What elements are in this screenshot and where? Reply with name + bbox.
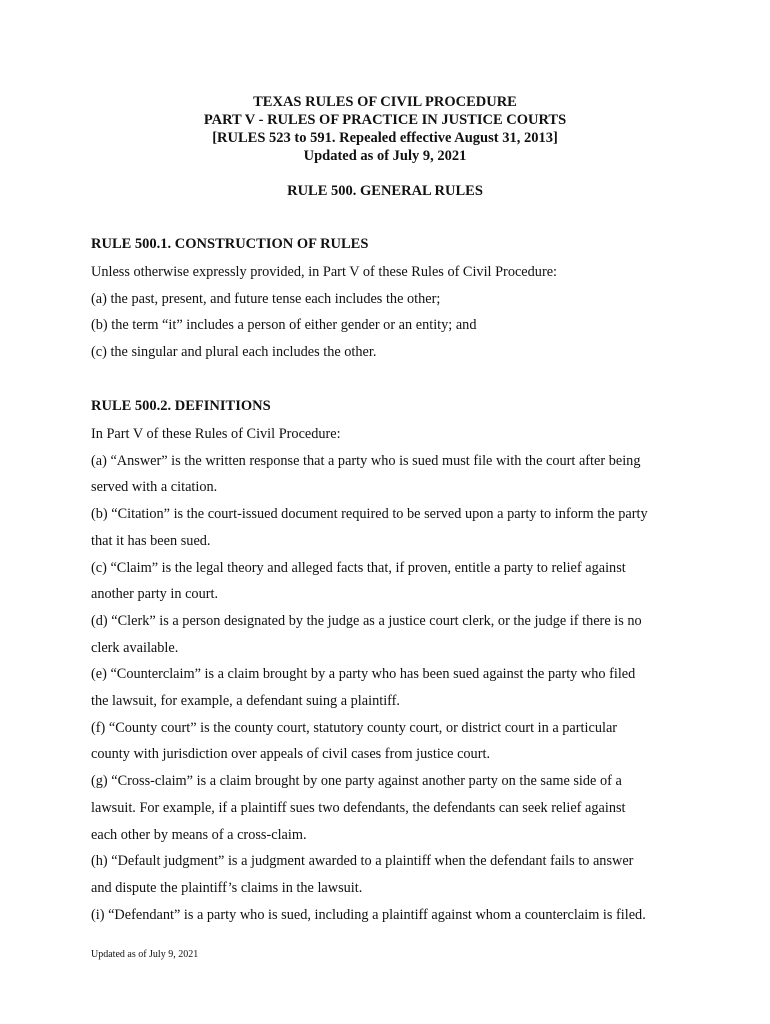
- paragraph-line: that it has been sued.: [91, 532, 211, 549]
- paragraph-line: (e) “Counterclaim” is a claim brought by a party who has been sued against the party who filed: [91, 666, 636, 683]
- header-title: TEXAS RULES OF CIVIL PROCEDURE: [253, 94, 517, 110]
- paragraph-line: another party in court.: [91, 586, 219, 603]
- paragraph-line: county with jurisdiction over appeals of civil cases from justice court.: [91, 746, 491, 763]
- paragraph-line: (f) “County court” is the county court, statutory county court, or district court in a particular: [91, 719, 618, 736]
- paragraph-line: Unless otherwise expressly provided, in Part V of these Rules of Civil Procedure:: [91, 264, 558, 280]
- paragraph-line: each other by means of a cross-claim.: [91, 826, 307, 843]
- paragraph-line: (c) “Claim” is the legal theory and alleged facts that, if proven, entitle a party to relief against: [91, 559, 626, 576]
- paragraph-line: and dispute the plaintiff’s claims in the lawsuit.: [91, 879, 363, 896]
- paragraph-line: clerk available.: [91, 639, 179, 656]
- paragraph-line: (a) the past, present, and future tense each includes the other;: [91, 290, 441, 307]
- header-updated-date: Updated as of July 9, 2021: [303, 148, 467, 164]
- paragraph-line: (b) “Citation” is the court-issued document required to be served upon a party to inform the party: [91, 506, 648, 523]
- paragraph-line: (a) “Answer” is the written response that a party who is sued must file with the court after being: [91, 452, 641, 469]
- section-heading: RULE 500.2. DEFINITIONS: [91, 398, 271, 414]
- header-repeal-note: [RULES 523 to 591. Repealed effective August 31, 2013]: [212, 130, 558, 146]
- paragraph-line: (b) the term “it” includes a person of either gender or an entity; and: [91, 317, 477, 334]
- paragraph-line: (h) “Default judgment” is a judgment awarded to a plaintiff when the defendant fails to answer: [91, 853, 634, 870]
- section-heading: RULE 500.1. CONSTRUCTION OF RULES: [91, 236, 369, 252]
- header-part: PART V - RULES OF PRACTICE IN JUSTICE COURTS: [203, 112, 567, 128]
- paragraph-line: (d) “Clerk” is a person designated by the judge as a justice court clerk, or the judge if there is no: [91, 612, 642, 629]
- paragraph-line: lawsuit. For example, if a plaintiff sues two defendants, the defendants can seek relief against: [91, 799, 626, 816]
- page-footer: Updated as of July 9, 2021: [91, 949, 199, 960]
- document-header: [0, 93, 770, 165]
- paragraph-line: (c) the singular and plural each includes the other.: [91, 344, 377, 361]
- paragraph-line: the lawsuit, for example, a defendant suing a plaintiff.: [91, 693, 401, 710]
- paragraph-line: served with a citation.: [91, 479, 218, 496]
- paragraph-line: (i) “Defendant” is a party who is sued, including a plaintiff against whom a counterclaim is filed.: [91, 906, 646, 923]
- section-construction-of-rules: [91, 235, 691, 366]
- section-definitions: [91, 397, 691, 928]
- rule-title: RULE 500. GENERAL RULES: [287, 183, 483, 199]
- paragraph-line: In Part V of these Rules of Civil Procedure:: [91, 426, 341, 442]
- paragraph-line: (g) “Cross-claim” is a claim brought by one party against another party on the same side of a: [91, 773, 622, 790]
